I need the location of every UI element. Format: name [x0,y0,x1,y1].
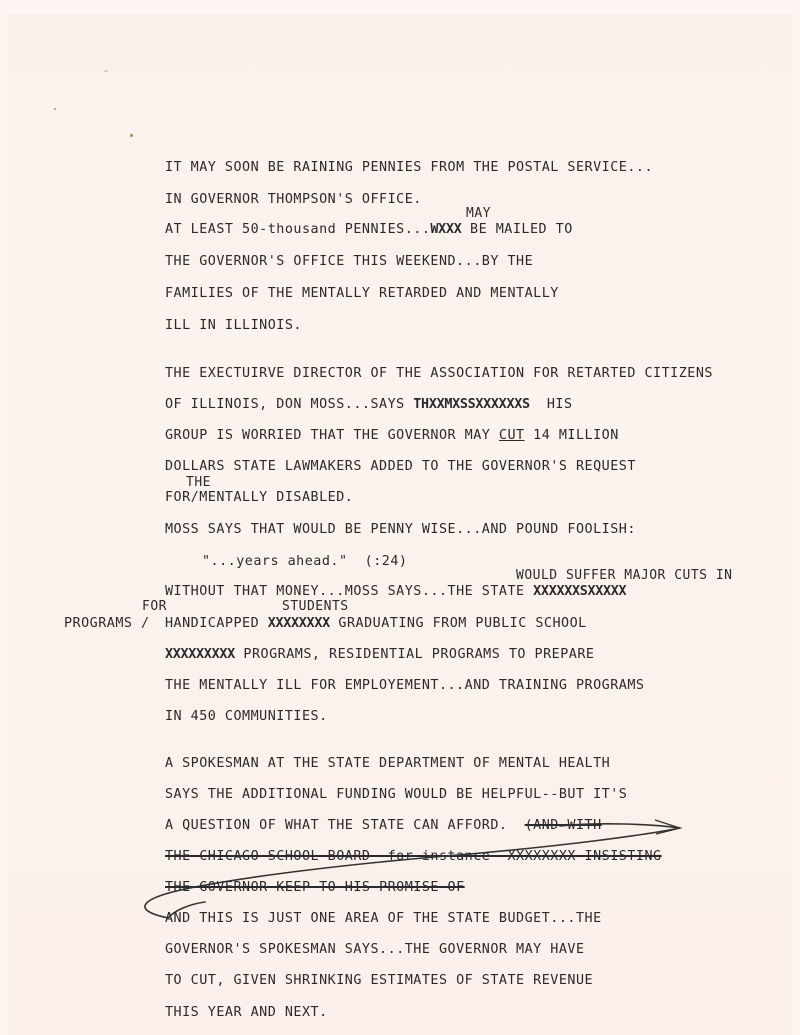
p3-line-8: TO CUT, GIVEN SHRINKING ESTIMATES OF STATE REVENUE [165,973,594,988]
p2-line-1: THE EXECTUIRVE DIRECTOR OF THE ASSOCIATION FOR RETARTED CITIZENS [165,366,713,381]
p2-insert-the: THE [186,475,211,490]
p3-struck-text: (AND WITH [524,818,602,833]
p3-line-3a: A QUESTION OF WHAT THE STATE CAN AFFORD. [165,818,525,833]
p2-line-10b: PROGRAMS, RESIDENTIAL PROGRAMS TO PREPARE [234,647,595,662]
p1-line-6: ILL IN ILLINOIS. [165,318,302,333]
p1-line-1: IT MAY SOON BE RAINING PENNIES FROM THE POSTAL SERVICE... [165,160,654,175]
p2-strikeout: XXXXXXXX [267,616,330,631]
p2-line-2b: HIS [529,397,573,412]
p2-line-3b: 14 MILLION [524,428,619,443]
p2-line-2a: OF ILLINOIS, DON MOSS...SAYS [165,397,414,412]
p3-line-2: SAYS THE ADDITIONAL FUNDING WOULD BE HELPFUL--BUT IT'S [165,787,628,802]
p2-line-8a: WITHOUT THAT MONEY...MOSS SAYS...THE STATE [165,584,534,599]
p1-line-2: IN GOVERNOR THOMPSON'S OFFICE. [165,192,422,207]
p2-insert-for: FOR [142,599,167,614]
p2-strikeout: XXXXXXSXXXXX [533,584,627,599]
p2-line-12: IN 450 COMMUNITIES. [165,709,328,724]
p1-strikeout: WXXX [430,222,462,237]
p2-line-11: THE MENTALLY ILL FOR EMPLOYEMENT...AND TRAINING PROGRAMS [165,678,645,693]
p1-line-5: FAMILIES OF THE MENTALLY RETARDED AND MENTALLY [165,286,559,301]
p2-strikeout: THXXMXSSXXXXXXS [413,397,530,412]
p1-line-3b: BE MAILED TO [461,222,573,237]
p3-line-9: THIS YEAR AND NEXT. [165,1005,328,1020]
p2-strikeout: XXXXXXXXX [165,647,235,662]
p2-line-3a: GROUP IS WORRIED THAT THE GOVERNOR MAY [165,428,499,443]
p2-line-4: DOLLARS STATE LAWMAKERS ADDED TO THE GOVERNOR'S REQUEST [165,459,636,474]
p2-insert-students: STUDENTS [282,599,349,614]
p2-line-9b: GRADUATING FROM PUBLIC SCHOOL [329,616,587,631]
p2-line-9a: HANDICAPPED [165,616,268,631]
p1-line-4: THE GOVERNOR'S OFFICE THIS WEEKEND...BY THE [165,254,534,269]
p1-insert-may: MAY [466,206,491,221]
p2-line-5: FOR/MENTALLY DISABLED. [165,490,354,505]
p3-struck-line-5: THE GOVERNOR KEEP TO HIS PROMISE OF [165,880,465,895]
p1-line-3a: AT LEAST 50-thousand PENNIES... [165,222,431,237]
p3-line-7: GOVERNOR'S SPOKESMAN SAYS...THE GOVERNOR MAY HAVE [165,942,585,957]
p2-line-6: MOSS SAYS THAT WOULD BE PENNY WISE...AND POUND FOOLISH: [165,522,636,537]
p3-line-6: AND THIS IS JUST ONE AREA OF THE STATE BUDGET...THE [165,911,602,926]
p3-struck-line-4: THE CHICAGO SCHOOL BOARD--for instance--XXXXXXXX INSISTING [165,849,662,864]
p2-insert-would-suffer: WOULD SUFFER MAJOR CUTS IN [516,568,733,583]
p2-underlined-cut: CUT [498,428,525,443]
p3-line-1: A SPOKESMAN AT THE STATE DEPARTMENT OF MENTAL HEALTH [165,756,611,771]
p2-quote: "...years ahead." (:24) [202,554,408,569]
p2-margin-programs: PROGRAMS / [64,616,150,631]
